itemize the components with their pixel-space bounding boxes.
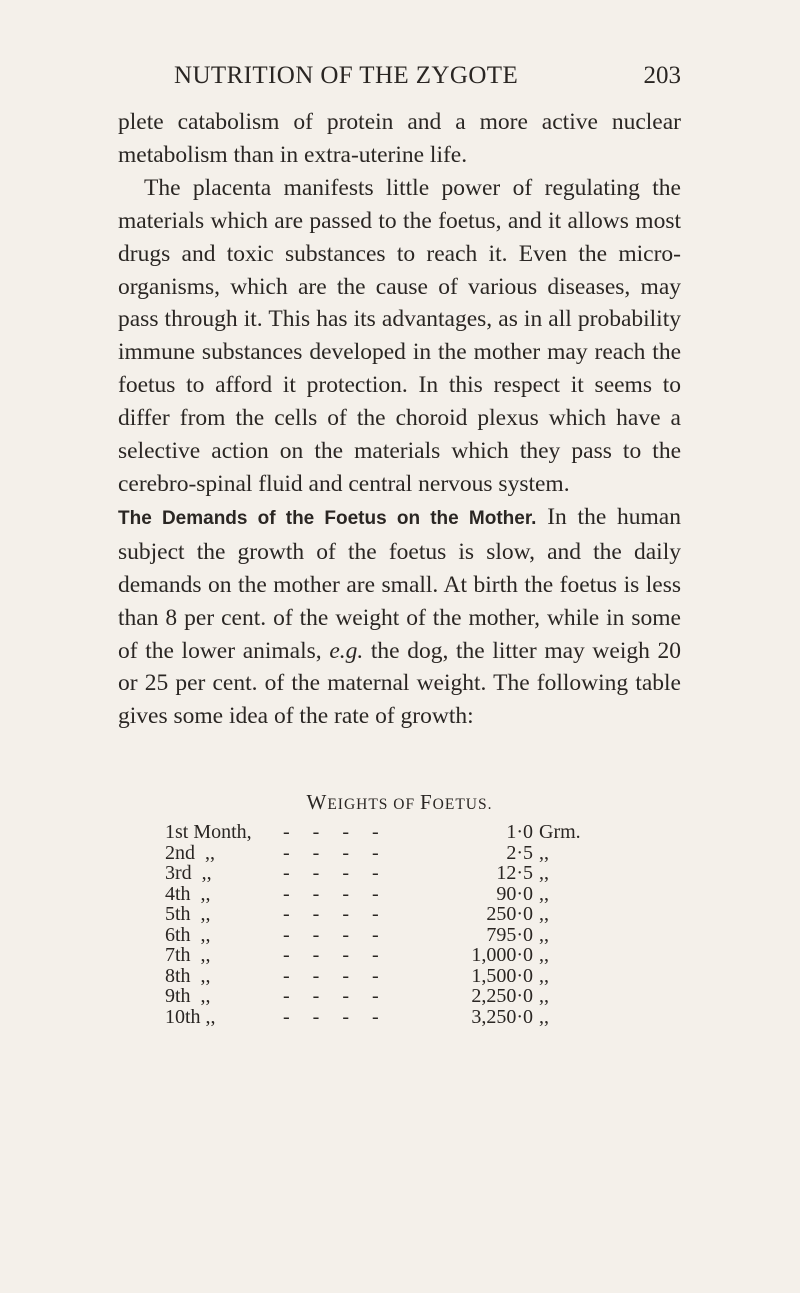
month-cell: 7th ,,	[165, 944, 211, 966]
leader-dots: - - - -	[283, 903, 381, 925]
leader-dots: - - - -	[283, 841, 381, 864]
leader-dots: - - - -	[283, 985, 381, 1007]
month-cell: 9th ,,	[165, 985, 211, 1007]
table-row	[165, 863, 611, 884]
table-row	[165, 925, 611, 946]
unit-cell: ,,	[539, 985, 549, 1007]
unit-cell: ,,	[539, 903, 549, 925]
section-text-b: the dog, the litter may weigh 20 or 25 per cent. of the maternal weight. The following table gives some idea of the rate of growth:	[118, 637, 682, 730]
value-cell: 90·0	[496, 882, 533, 905]
table-title: WEIGHTS OF FOETUS.	[306, 790, 493, 814]
weights-table	[165, 822, 611, 1027]
section-heading: The Demands of the Foetus on the Mother.	[118, 507, 537, 529]
table-row	[165, 884, 611, 905]
value-cell: 1,500·0	[471, 964, 533, 987]
body-text	[118, 106, 681, 733]
table-row	[165, 822, 611, 843]
section-text-a: In the human subject the growth of the foetus is slow, and the daily demands on the mother are small. At birth the foetus is less than 8 per cent. of the weight of the mother, while in some of the lower animals,	[118, 503, 681, 664]
leader-dots: - - - -	[283, 964, 381, 987]
value-cell: 250·0	[486, 903, 533, 925]
month-cell: 10th ,,	[165, 1005, 216, 1028]
month-cell: 3rd ,,	[165, 862, 212, 884]
leader-dots: - - - -	[283, 882, 381, 905]
value-cell: 2·5	[506, 841, 533, 864]
leader-dots: - - - -	[283, 821, 381, 843]
month-cell: 6th ,,	[165, 923, 211, 946]
table-row	[165, 945, 611, 966]
unit-cell: ,,	[539, 944, 549, 966]
table-row	[165, 966, 611, 987]
unit-cell: ,,	[539, 862, 549, 884]
leader-dots: - - - -	[283, 923, 381, 946]
leader-dots: - - - -	[283, 944, 381, 966]
table-row	[165, 843, 611, 864]
running-title: NUTRITION OF THE ZYGOTE	[174, 62, 519, 89]
paragraph-continuation: plete catabolism of protein and a more active nuclear metabolism than in extra-uterine life.	[118, 109, 681, 168]
unit-cell: Grm.	[539, 821, 581, 843]
unit-cell: ,,	[539, 964, 549, 987]
value-cell: 795·0	[486, 923, 533, 946]
unit-cell: ,,	[539, 1005, 549, 1028]
month-cell: 2nd ,,	[165, 841, 215, 864]
month-cell: 8th ,,	[165, 964, 211, 987]
month-cell: 4th ,,	[165, 882, 211, 905]
value-cell: 12·5	[496, 862, 533, 884]
month-cell: 5th ,,	[165, 903, 211, 925]
table-row	[165, 904, 611, 925]
value-cell: 3,250·0	[471, 1005, 533, 1028]
unit-cell: ,,	[539, 923, 549, 946]
unit-cell: ,,	[539, 882, 549, 905]
leader-dots: - - - -	[283, 862, 381, 884]
paragraph-placenta: The placenta manifests little power of regulating the materials which are passed to the foetus, and it allows most drugs and toxic substances to reach it. Even the micro-organisms, which are the cause of various diseases, may pass through it. This has its advantages, as in all probability immune substances developed in the mother may reach the foetus to afford it protection. In this respect it seems to differ from the cells of the choroid plexus which have a selective action on the materials which they pass to the cerebro-spinal fluid and central nervous system.	[118, 174, 681, 497]
value-cell: 1,000·0	[471, 944, 533, 966]
unit-cell: ,,	[539, 841, 549, 864]
value-cell: 2,250·0	[471, 985, 533, 1007]
section-eg: e.g.	[329, 637, 364, 664]
page-number: 203	[643, 62, 681, 89]
leader-dots: - - - -	[283, 1005, 381, 1028]
table-row	[165, 986, 611, 1007]
value-cell: 1·0	[506, 821, 533, 843]
month-cell: 1st Month,	[165, 821, 252, 843]
table-row	[165, 1007, 611, 1028]
paragraph-demands	[118, 501, 681, 733]
page-header	[118, 58, 681, 98]
